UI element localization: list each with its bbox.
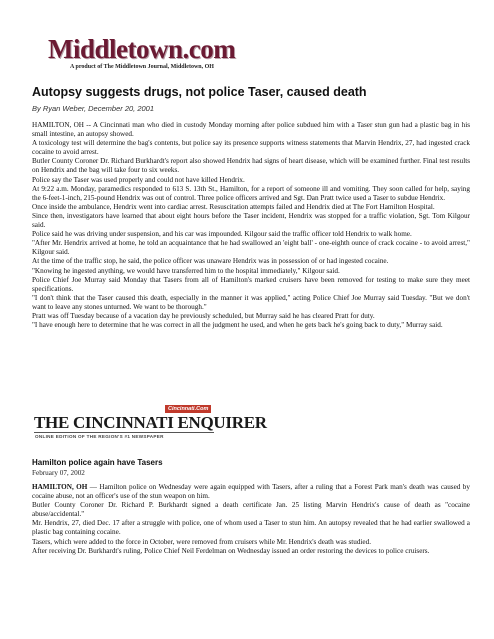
article-paragraph: After receiving Dr. Burkhardt's ruling, Police Chief Neil Ferdelman on Wednesday issued an order restoring the devices to police cruisers. (32, 546, 430, 555)
article-headline: Autopsy suggests drugs, not police Taser, caused death (32, 85, 367, 99)
article-paragraph: Police say the Taser was used properly and could not have killed Hendrix. (32, 175, 245, 184)
article-paragraph: Since then, investigators have learned that about eight hours before the Taser incident, Hendrix was stopped for a traffic violation, Sgt. Tom Kilgour said. (32, 211, 470, 230)
article-body (32, 121, 470, 330)
article-paragraph: Police said he was driving under suspension, and his car was impounded. Kilgour said the traffic officer told Hendrix to walk home. (32, 230, 412, 239)
article-paragraph: A toxicology test will determine the bag's contents, but police say its presence supports witness statements that Marvin Hendrix, 27, had ingested crack cocaine to avoid arrest. (32, 139, 470, 157)
article-paragraph: Mr. Hendrix, 27, died Dec. 17 after a struggle with police, one of whom used a Taser to stun him. An autopsy revealed that he had earlier swallowed a plastic bag containing cocaine. (32, 519, 470, 537)
article-lead-paragraph (32, 483, 470, 501)
article-paragraph: At 9:22 a.m. Monday, paramedics responded to 613 S. 13th St., Hamilton, for a report of someone ill and vomiting. They soon called for help, saying the 6-feet-1-inch, 215-pound Hendrix was out of control. Three police officers arrived and Sgt. Dan Pratt twice used a Taser to subdue Hendrix. (32, 184, 470, 202)
article-paragraph: "After Mr. Hendrix arrived at home, he told an acquaintance that he had swallowed an 'eight ball' - one-eighth ounce of crack cocaine - to avoid arrest," Kilgour said. (32, 239, 470, 257)
article-byline: By Ryan Weber, December 20, 2001 (32, 104, 155, 113)
second-article-date: February 07, 2002 (32, 469, 85, 477)
enquirer-divider (34, 432, 214, 433)
article-paragraph: "Knowing he ingested anything, we would have transferred him to the hospital immediately," Kilgour said. (32, 266, 340, 275)
enquirer-subtitle: ONLINE EDITION OF THE REGION'S #1 NEWSPAPER (35, 434, 164, 439)
enquirer-masthead (32, 405, 267, 451)
article-paragraph: Butler County Coroner Dr. Richard Burkhardt's report also showed Hendrix had signs of heart disease, which will be examined further. Final test results on Hendrix and the bag will take four to six weeks. (32, 157, 470, 175)
middletown-masthead (48, 36, 248, 70)
article-paragraph: Tasers, which were added to the force in October, were removed from cruisers while Mr. Hendrix's death was studied. (32, 537, 372, 546)
article-paragraph: "I have enough here to determine that he was correct in all the judgment he used, and when he gets back he's going back to duty," Murray said. (32, 321, 443, 330)
lead-text: — Hamilton police on Wednesday were again equipped with Tasers, after a ruling that a Forest Park man's death was caused by cocaine abuse, not an officer's use of the stun weapon on him. (32, 483, 470, 501)
second-article-headline: Hamilton police again have Tasers (32, 458, 163, 467)
second-article-body (32, 483, 470, 556)
article-paragraph: "I don't think that the Taser caused this death, especially in the manner it was applied," acting Police Chief Joe Murray said Tuesday. "But we don't want to leave any stones unturned. We want to be thorough." (32, 293, 470, 311)
article-paragraph: Police Chief Joe Murray said Monday that Tasers from all of Hamilton's marked cruisers have been removed for testing to make sure they meet specifications. (32, 275, 470, 293)
article-paragraph: At the time of the traffic stop, he said, the police officer was unaware Hendrix was in possession of or had ingested cocaine. (32, 257, 389, 266)
article-paragraph: Butler County Coroner Dr. Richard P. Burkhardt signed a death certificate Jan. 25 listing Marvin Hendrix's cause of death as "cocaine abuse/accidental." (32, 501, 470, 519)
enquirer-site-tag: Cincinnati.Com (165, 405, 211, 413)
middletown-logo: Middletown.com (48, 34, 236, 64)
article-paragraph: Once inside the ambulance, Hendrix went into cardiac arrest. Resuscitation attempts failed and Hendrix died at The Fort Hamilton Hospital. (32, 202, 435, 211)
enquirer-logo: THE CINCINNATI ENQUIRER (34, 413, 267, 432)
article-paragraph: Pratt was off Tuesday because of a vacation day he previously scheduled, but Murray said he has cleared Pratt for duty. (32, 311, 375, 320)
article-paragraph: HAMILTON, OH -- A Cincinnati man who died in custody Monday morning after police subdued him with a Taser stun gun had a plastic bag in his small intestine, an autopsy showed. (32, 121, 470, 139)
masthead-tagline: A product of The Middletown Journal, Middletown, OH (70, 64, 214, 70)
dateline: HAMILTON, OH (32, 483, 88, 491)
